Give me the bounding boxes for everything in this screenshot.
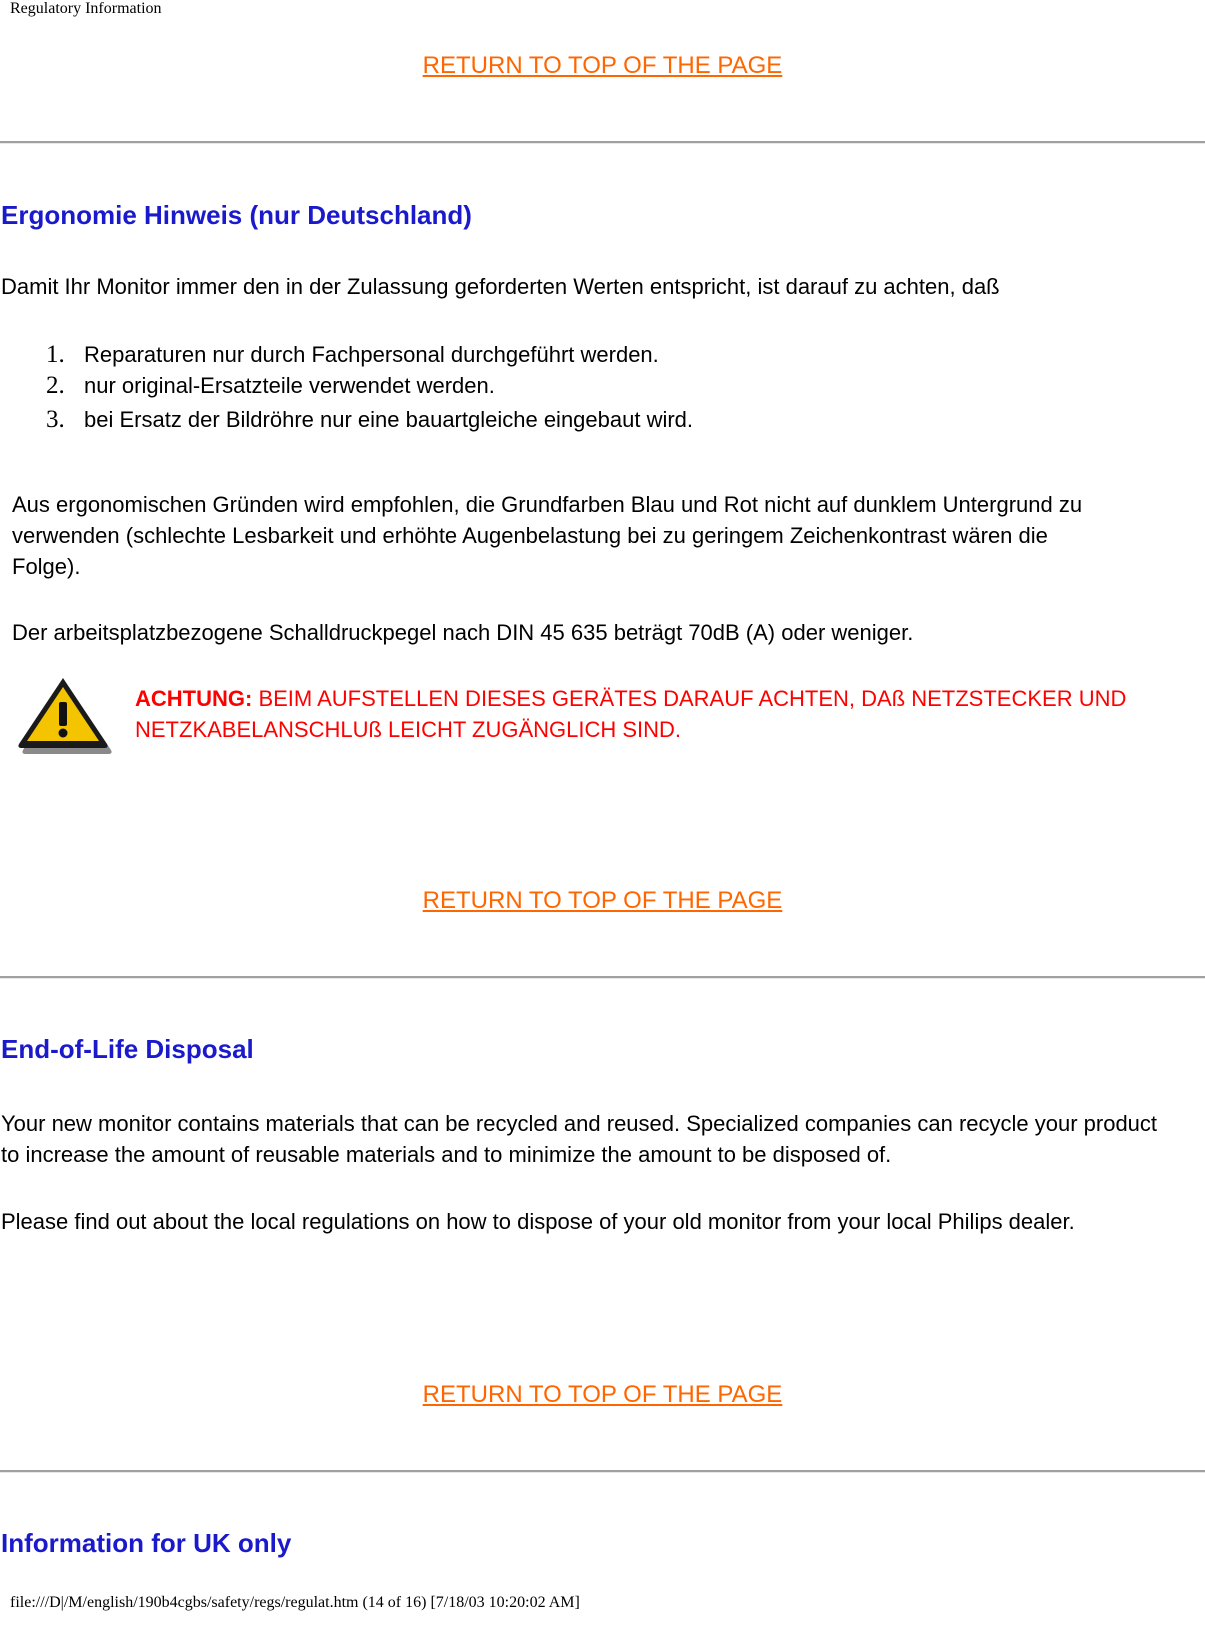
section-heading-ergonomie: Ergonomie Hinweis (nur Deutschland) [1,200,472,230]
list-number: 3. [46,406,65,433]
return-to-top-link[interactable]: RETURN TO TOP OF THE PAGE [422,887,783,914]
warning-text: BEIM AUFSTELLEN DIESES GERÄTES DARAUF ACHTEN, DAß NETZSTECKER UND NETZKABELANSCHLUß LEICHT ZUGÄNGLICH SIND. [135,686,1127,742]
list-item [46,340,659,370]
return-to-top-link[interactable]: RETURN TO TOP OF THE PAGE [422,1381,783,1408]
list-item [46,371,495,401]
list-item-text: bei Ersatz der Bildröhre nur eine bauartgleiche eingebaut wird. [84,407,694,432]
eol-paragraph-recycle: Your new monitor contains materials that can be recycled and reused. Specialized companies can recycle your product to increase the amount of reusable materials and to minimize the amount to be disposed of. [1,1111,1158,1167]
list-item-text: nur original-Ersatzteile verwendet werden. [84,373,495,398]
eol-paragraph-regulations: Please find out about the local regulations on how to dispose of your old monitor from your local Philips dealer. [1,1209,1075,1234]
section-heading-uk: Information for UK only [1,1528,292,1558]
warning-label: ACHTUNG: [135,686,253,711]
horizontal-divider [0,1470,1205,1473]
ergonomie-paragraph-noise: Der arbeitsplatzbezogene Schalldruckpegel nach DIN 45 635 beträgt 70dB (A) oder weniger. [12,620,914,645]
horizontal-divider [0,141,1205,144]
list-number: 1. [46,341,65,368]
ergonomie-paragraph-colors: Aus ergonomischen Gründen wird empfohlen, die Grundfarben Blau und Rot nicht auf dunklem Untergrund zu verwenden (schlechte Lesbarkeit und erhöhte Augenbelastung bei zu geringem Zeichenkontrast wären die Folge). [12,492,1083,579]
ergonomie-intro: Damit Ihr Monitor immer den in der Zulassung geforderten Werten entspricht, ist darauf zu achten, daß [1,274,1000,299]
list-number: 2. [46,372,65,399]
warning-triangle-icon [12,672,114,756]
list-item-text: Reparaturen nur durch Fachpersonal durchgeführt werden. [84,342,659,367]
page-header-title: Regulatory Information [10,0,162,17]
horizontal-divider [0,976,1205,979]
page-footer-url: file:///D|/M/english/190b4cgbs/safety/regs/regulat.htm (14 of 16) [7/18/03 10:20:02 AM] [10,1594,580,1611]
return-to-top-link[interactable]: RETURN TO TOP OF THE PAGE [422,52,783,79]
warning-message [135,683,1135,745]
section-heading-end-of-life: End-of-Life Disposal [1,1034,254,1064]
list-item [46,405,693,435]
